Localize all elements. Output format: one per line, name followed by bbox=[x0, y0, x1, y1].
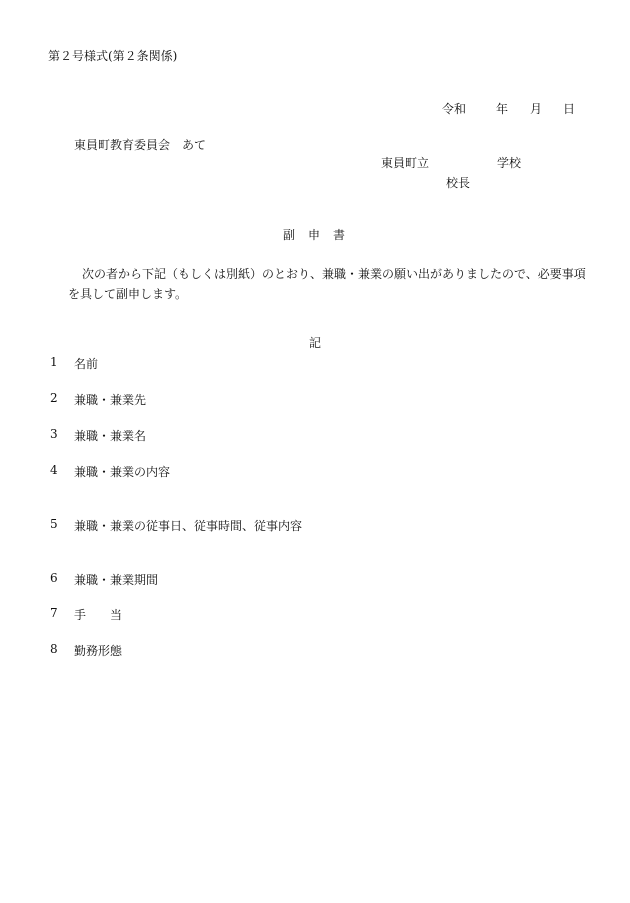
item-label: 兼職・兼業名 bbox=[74, 429, 147, 443]
date-era: 令和 bbox=[442, 102, 467, 116]
item-number: 1 bbox=[50, 355, 58, 369]
item-number: 6 bbox=[50, 571, 58, 585]
item-label: 名前 bbox=[74, 357, 99, 371]
principal-label: 校長 bbox=[446, 176, 471, 190]
school-prefix: 東員町立 bbox=[381, 156, 430, 170]
school-suffix: 学校 bbox=[497, 156, 522, 170]
item-number: 2 bbox=[50, 391, 58, 405]
date-month-label: 月 bbox=[530, 102, 543, 116]
item-number: 8 bbox=[50, 642, 58, 656]
item-label: 兼職・兼業先 bbox=[74, 393, 147, 407]
item-number: 5 bbox=[50, 517, 58, 531]
body-text: 次の者から下記（もしくは別紙）のとおり、兼職・兼業の願い出がありましたので、必要事項を具して副申します。 bbox=[68, 267, 586, 301]
item-number: 4 bbox=[50, 463, 58, 477]
item-label: 兼職・兼業の内容 bbox=[74, 465, 171, 479]
form-number: 第２号様式(第２条関係) bbox=[48, 49, 178, 63]
item-label: 手 当 bbox=[74, 608, 123, 622]
addressee: 東員町教育委員会 あて bbox=[74, 138, 207, 152]
body-paragraph bbox=[68, 264, 588, 304]
date-year-label: 年 bbox=[496, 102, 509, 116]
ki-heading: 記 bbox=[309, 336, 322, 350]
date-day-label: 日 bbox=[563, 102, 576, 116]
item-number: 3 bbox=[50, 427, 58, 441]
item-label: 兼職・兼業期間 bbox=[74, 573, 159, 587]
item-label: 勤務形態 bbox=[74, 644, 123, 658]
item-label: 兼職・兼業の従事日、従事時間、従事内容 bbox=[74, 519, 303, 533]
item-number: 7 bbox=[50, 606, 58, 620]
document-title: 副 申 書 bbox=[283, 228, 346, 242]
